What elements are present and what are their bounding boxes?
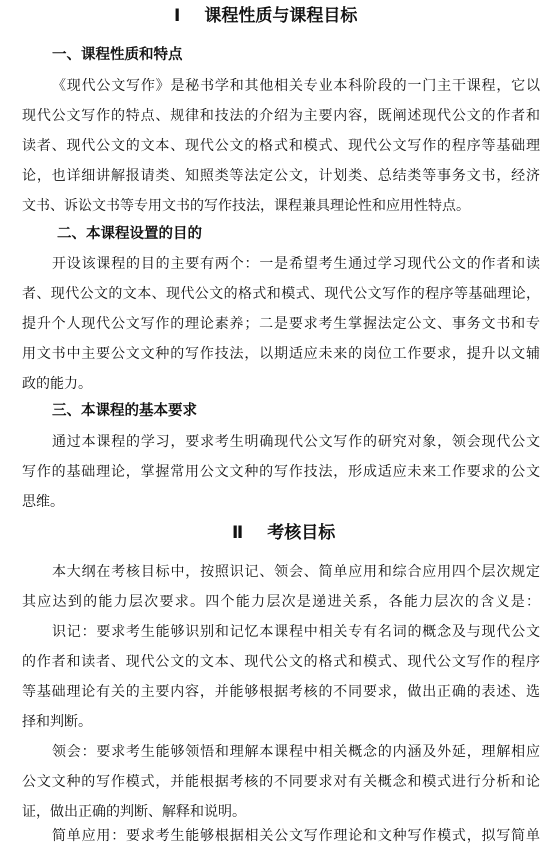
- paragraph-line: 证，做出正确的判断、解释和说明。: [22, 804, 246, 820]
- part2-numeral: Ⅱ: [232, 523, 244, 543]
- paragraph-line: 其应达到的能力层次要求。四个能力层次是递进关系，各能力层次的含义是：: [22, 594, 540, 610]
- paragraph-line: 提升个人现代公文写作的理论素养；二是要求考生掌握法定公文、事务文书和专: [22, 316, 540, 332]
- part2-title: [232, 522, 335, 544]
- section1-heading: 一、课程性质和特点: [52, 47, 183, 63]
- paragraph-line: 写作的基础理论，掌握常用公文文种的写作技法，形成适应未来工作要求的公文: [22, 464, 540, 480]
- paragraph-line: 本大纲在考核目标中，按照识记、领会、简单应用和综合应用四个层次规定: [52, 564, 540, 580]
- paragraph-line: 用文书中主要公文文种的写作技法，以期适应未来的岗位工作要求，提升以文辅: [22, 346, 540, 362]
- paragraph-line: 简单应用：要求考生能够根据相关公文写作理论和文种写作模式，拟写简单: [52, 828, 540, 844]
- paragraph-line: 文书、诉讼文书等专用文书的写作技法，课程兼具理论性和应用性特点。: [22, 198, 470, 214]
- paragraph-line: 领会：要求考生能够领悟和理解本课程中相关概念的内涵及外延，理解相应: [52, 744, 540, 760]
- paragraph-line: 识记：要求考生能够识别和记忆本课程中相关专有名词的概念及与现代公文: [52, 624, 540, 640]
- paragraph-line: 等基础理论有关的主要内容，并能够根据考核的不同要求，做出正确的表述、选: [22, 684, 540, 700]
- paragraph-line: 开设该课程的目的主要有两个：一是希望考生通过学习现代公文的作者和读: [52, 256, 540, 272]
- part1-title: [174, 5, 357, 27]
- paragraph-line: 者、现代公文的文本、现代公文的格式和模式、现代公文写作的程序等基础理论，: [22, 286, 540, 302]
- paragraph-line: 公文文种的写作模式，并能根据考核的不同要求对有关概念和模式进行分析和论: [22, 774, 540, 790]
- paragraph-line: 现代公文写作的特点、规律和技法的介绍为主要内容，既阐述现代公文的作者和: [22, 108, 540, 124]
- part2-title-text: 考核目标: [267, 523, 336, 543]
- section2-heading: 二、本课程设置的目的: [57, 226, 202, 242]
- part1-numeral: Ⅰ: [174, 6, 181, 26]
- paragraph-line: 读者、现代公文的文本、现代公文的格式和模式、现代公文写作的程序等基础理: [22, 138, 540, 154]
- paragraph-line: 的作者和读者、现代公文的文本、现代公文的格式和模式、现代公文写作的程序: [22, 654, 540, 670]
- paragraph-line: 思维。: [22, 494, 64, 510]
- paragraph-line: 政的能力。: [22, 376, 92, 392]
- paragraph-line: 《现代公文写作》是秘书学和其他相关专业本科阶段的一门主干课程，它以: [52, 78, 540, 94]
- part1-title-text: 课程性质与课程目标: [204, 6, 358, 26]
- section3-heading: 三、本课程的基本要求: [52, 403, 197, 419]
- paragraph-line: 择和判断。: [22, 714, 92, 730]
- paragraph-line: 论，也详细讲解报请类、知照类等法定公文，计划类、总结类等事务文书，经济: [22, 168, 540, 184]
- paragraph-line: 通过本课程的学习，要求考生明确现代公文写作的研究对象，领会现代公文: [52, 434, 540, 450]
